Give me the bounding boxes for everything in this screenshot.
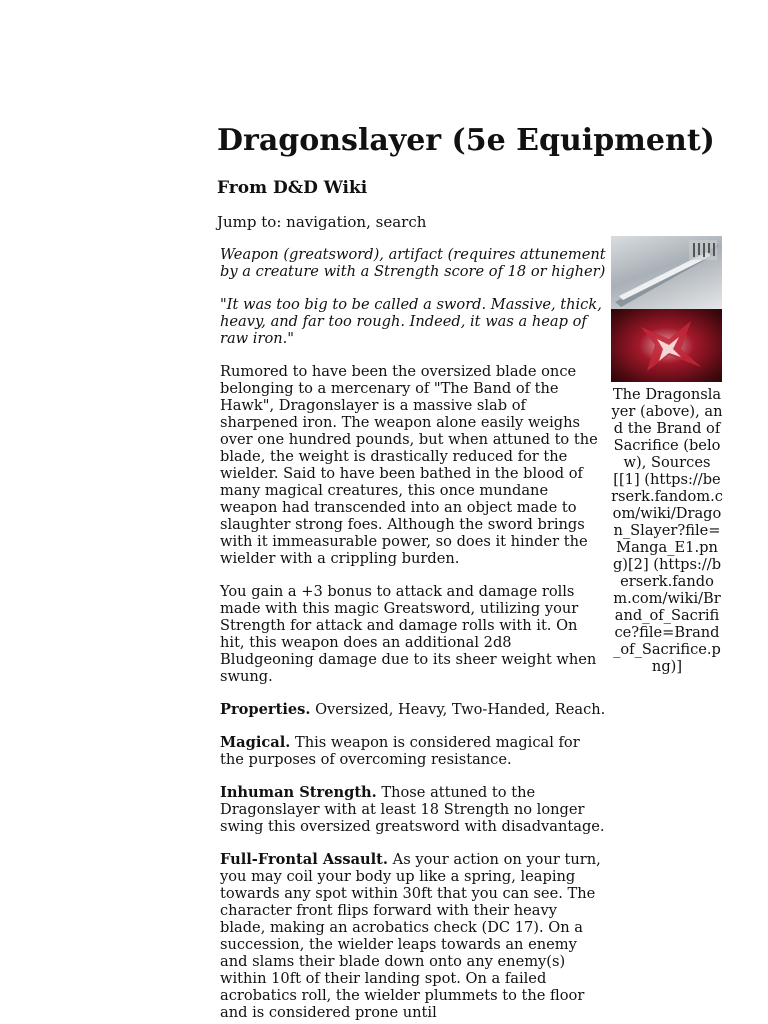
- full-frontal-assault-text: As your action on your turn, you may coil your body up like a spring, leaping towards any spot within 30ft that you can see. The character front flips forward with their heavy blade, making an acrobatics check (DC 17). On a succession, the wielder leaps towards an enemy and slams their blade down onto any enemy(s) within 10ft of their landing spot. On a failed acrobatics roll, the wielder plummets to the floor and is considered prone until: [220, 851, 601, 1021]
- brand-illustration: [611, 309, 722, 382]
- page-subtitle: From D&D Wiki: [217, 178, 368, 198]
- properties-text: Oversized, Heavy, Two-Handed, Reach.: [310, 701, 606, 718]
- brand-of-sacrifice-image[interactable]: [611, 309, 722, 382]
- sword-illustration: [611, 236, 722, 309]
- item-description: Rumored to have been the oversized blade once belonging to a mercenary of "The Band of the Hawk", Dragonslayer is a massive slab of sharpened iron. The weapon alone easily weighs over one hundred pounds, but when attuned to the blade, the weight is drastically reduced for the wielder. Said to have been bathed in the blood of many magical creatures, this once mundane weapon had transcended into an object made to slaughter strong foes. Although the sword brings with it immeasurable power, so does it hinder the wielder with a crippling burden.: [220, 363, 598, 567]
- image-sidebar: [611, 236, 723, 675]
- jump-separator: ,: [366, 213, 376, 231]
- jump-search-link[interactable]: search: [375, 213, 427, 231]
- full-frontal-assault-paragraph: [220, 851, 606, 1021]
- dragonslayer-image[interactable]: [611, 236, 722, 309]
- jump-navigation-link[interactable]: navigation: [286, 213, 367, 231]
- magical-label: Magical.: [220, 734, 291, 751]
- item-type-line: Weapon (greatsword), artifact (requires attunement by a creature with a Strength score of 18 or higher): [220, 246, 606, 280]
- image-caption: The Dragonslayer (above), and the Brand of Sacrifice (below), Sources [[1] (https://berserk.fandom.com/wiki/Dragon_Slayer?file=Manga_E1.png)[2] (https://berserk.fandom.com/wiki/Brand_of_Sacrifice?file=Brand_of_Sacrifice.png)]: [611, 386, 723, 675]
- inhuman-strength-label: Inhuman Strength.: [220, 784, 377, 801]
- item-bonus: You gain a +3 bonus to attack and damage rolls made with this magic Greatsword, utilizing your Strength for attack and damage rolls with it. On hit, this weapon does an additional 2d8 Bludgeoning damage due to its sheer weight when swung.: [220, 583, 597, 685]
- jump-to-bar: [217, 211, 426, 233]
- page-title: Dragonslayer (5e Equipment): [217, 123, 715, 158]
- properties-label: Properties.: [220, 701, 311, 718]
- jump-prefix: Jump to:: [217, 213, 287, 231]
- properties-paragraph: [220, 701, 606, 718]
- article-body: [220, 246, 606, 1024]
- item-quote: "It was too big to be called a sword. Massive, thick, heavy, and far too rough. Indeed, it was a heap of raw iron.": [220, 296, 602, 347]
- full-frontal-assault-label: Full-Frontal Assault.: [220, 851, 389, 868]
- magical-paragraph: [220, 734, 606, 768]
- inhuman-strength-paragraph: [220, 784, 606, 835]
- inhuman-strength-text: Those attuned to the Dragonslayer with at least 18 Strength no longer swing this oversized greatsword with disadvantage.: [220, 784, 605, 835]
- magical-text: This weapon is considered magical for the purposes of overcoming resistance.: [220, 734, 580, 768]
